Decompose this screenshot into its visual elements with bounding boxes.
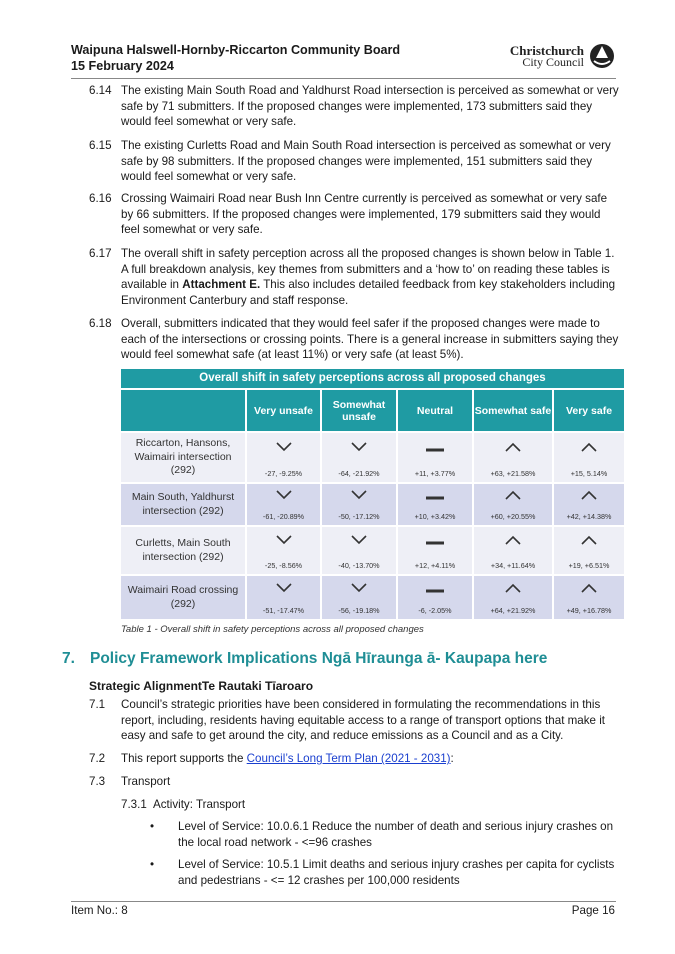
table-row: [121, 431, 624, 482]
paragraph-6-15: [89, 138, 619, 185]
dash-icon: [425, 488, 445, 506]
paragraph-text: Activity: Transport: [153, 798, 246, 811]
table-cell: [552, 576, 624, 619]
cell-value: +19, +6.51%: [568, 561, 610, 570]
cell-value: -6, -2.05%: [418, 606, 452, 615]
item-number: Item No.: 8: [71, 904, 128, 917]
attachment-reference: Attachment E.: [182, 278, 261, 291]
paragraph-number: 7.3: [89, 775, 106, 788]
paragraph-text: The existing Curletts Road and Main South Road intersection is perceived as somewhat or very safe by 98 submitters. If the proposed changes were implemented, 151 submitters said they would feel somewhat or very safe.: [121, 139, 611, 183]
chevron-up-icon: [504, 440, 522, 458]
chevron-down-icon: [275, 533, 293, 551]
long-term-plan-link[interactable]: Council’s Long Term Plan (2021 - 2031): [246, 752, 451, 765]
paragraph-text: [121, 246, 619, 308]
cell-value: +10, +3.42%: [414, 512, 456, 521]
chevron-down-icon: [350, 533, 368, 551]
paragraph-number: 6.16: [89, 192, 112, 205]
page-number: Page 16: [571, 904, 615, 917]
cell-value: +60, +20.55%: [490, 512, 536, 521]
dash-icon: [425, 581, 445, 599]
table-header-cell: Somewhat unsafe: [320, 390, 396, 431]
cell-value: -50, -17.12%: [338, 512, 380, 521]
table-cell: [245, 484, 320, 525]
cell-value: +64, +21.92%: [490, 606, 536, 615]
section-heading: [62, 650, 547, 668]
section-number: 7.: [62, 650, 75, 667]
council-emblem-icon: [588, 42, 616, 70]
header-rule: [71, 78, 616, 79]
table-header-cell: Somewhat safe: [472, 390, 552, 431]
cell-value: +12, +4.11%: [414, 561, 456, 570]
table-header-cell: Very unsafe: [245, 390, 320, 431]
footer-rule: [71, 901, 616, 902]
dash-icon: [425, 440, 445, 458]
paragraph-6-18: [89, 316, 619, 363]
table-cell: [552, 484, 624, 525]
table-row: [121, 482, 624, 525]
chevron-down-icon: [275, 440, 293, 458]
table-cell: [472, 527, 552, 574]
paragraph-number: 7.3.1: [121, 798, 147, 811]
cell-value: -61, -20.89%: [262, 512, 305, 521]
cell-value: -27, -9.25%: [264, 469, 303, 478]
row-label: Riccarton, Hansons, Waimairi intersection (292): [134, 437, 232, 477]
bullet-icon: •: [150, 820, 155, 833]
chevron-up-icon: [580, 581, 598, 599]
bullet-text: Level of Service: 10.5.1 Limit deaths and serious injury crashes per capita for cyclists and pedestrians - <= 12 crashes per 100,000 residents: [178, 858, 615, 887]
chevron-down-icon: [275, 581, 293, 599]
bullet-text: Level of Service: 10.0.6.1 Reduce the number of death and serious injury crashes on the local road network - <=96 crashes: [178, 820, 614, 849]
paragraph-number: 6.14: [89, 84, 112, 97]
cell-value: +49, +16.78%: [566, 606, 612, 615]
cell-value: -25, -8.56%: [264, 561, 303, 570]
table-cell: [396, 484, 472, 525]
table-row: [121, 525, 624, 574]
table-header-row: [121, 388, 624, 431]
text-part: This report supports the: [121, 752, 247, 765]
cell-value: -64, -21.92%: [338, 469, 380, 478]
paragraph-7-3: [89, 774, 619, 790]
cell-value: +42, +14.38%: [566, 512, 612, 521]
paragraph-7-3-1: [121, 797, 611, 813]
paragraph-number: 6.18: [89, 317, 112, 330]
council-logo: [504, 42, 616, 72]
table-header-cell: Very safe: [552, 390, 624, 431]
text-part: This also includes detailed feedback from key stakeholders including Environment Canterbury and staff response.: [121, 278, 616, 307]
paragraph-text: Overall, submitters indicated that they would feel safer if the proposed changes were made to each of the intersections or crossing points. There is a general increase in submitters saying they would feel somewhat safe (at least 11%) or very safe (at least 5%).: [121, 317, 619, 361]
table-title: Overall shift in safety perceptions across all proposed changes: [121, 369, 624, 388]
table-cell: [552, 527, 624, 574]
bullet-item: [150, 857, 618, 888]
safety-perception-table: [121, 369, 624, 619]
paragraph-text: [121, 751, 619, 767]
chevron-down-icon: [275, 488, 293, 506]
cell-value: -51, -17.47%: [262, 606, 305, 615]
table-cell: [396, 527, 472, 574]
chevron-up-icon: [504, 533, 522, 551]
paragraph-text: The existing Main South Road and Yaldhurst Road intersection is perceived as somewhat or very safe by 71 submitters. If the proposed changes were implemented, 173 submitters said they would feel somewhat or very safe.: [121, 84, 619, 128]
table-cell: [396, 576, 472, 619]
subheading: Strategic AlignmentTe Rautaki Tīaroaro: [89, 679, 314, 693]
table-cell: [320, 433, 396, 482]
cell-value: +15, 5.14%: [570, 469, 608, 478]
chevron-up-icon: [580, 440, 598, 458]
row-label: Waimairi Road crossing (292): [127, 584, 239, 610]
table-cell: [245, 433, 320, 482]
table-row: [121, 574, 624, 619]
logo-line-1: Christchurch: [509, 43, 584, 58]
row-label: Curletts, Main South intersection (292): [135, 537, 231, 563]
chevron-down-icon: [350, 581, 368, 599]
paragraph-6-16: [89, 191, 619, 238]
paragraph-7-1: [89, 697, 619, 744]
cell-value: +11, +3.77%: [414, 469, 456, 478]
cell-value: -56, -19.18%: [338, 606, 380, 615]
page-header: [71, 42, 616, 78]
chevron-down-icon: [350, 440, 368, 458]
paragraph-number: 7.2: [89, 752, 106, 765]
table-body: [121, 431, 624, 619]
chevron-up-icon: [580, 488, 598, 506]
table-cell: [320, 484, 396, 525]
paragraph-text: Transport: [121, 775, 171, 788]
chevron-up-icon: [580, 533, 598, 551]
chevron-down-icon: [350, 488, 368, 506]
table-cell: [396, 433, 472, 482]
paragraph-7-2: [89, 751, 619, 767]
table-header-cell: Neutral: [396, 390, 472, 431]
text-part: The overall shift in safety perception across all the proposed changes is shown below in Table 1. A full breakdown analysis, key themes from submitters and a ‘how to’ on reading these tables is available in: [121, 247, 615, 291]
table-cell: [552, 433, 624, 482]
dash-icon: [425, 533, 445, 551]
cell-value: +63, +21.58%: [490, 469, 536, 478]
bullet-item: [150, 819, 618, 850]
paragraph-number: 6.15: [89, 139, 112, 152]
table-cell: [245, 527, 320, 574]
cell-value: +34, +11.64%: [490, 561, 536, 570]
paragraph-number: 6.17: [89, 247, 112, 260]
paragraph-6-17: [89, 246, 619, 308]
paragraph-number: 7.1: [89, 698, 106, 711]
table-cell: [472, 484, 552, 525]
table-header-blank: [121, 390, 245, 431]
table-cell: [245, 576, 320, 619]
chevron-up-icon: [504, 488, 522, 506]
table-cell: [472, 433, 552, 482]
section-title: Policy Framework Implications Ngā Hīraunga ā- Kaupapa here: [90, 650, 548, 667]
paragraph-text: Crossing Waimairi Road near Bush Inn Centre currently is perceived as somewhat or very safe by 66 submitters. If the proposed changes were implemented, 179 submitters said they would feel somewhat or very safe.: [121, 192, 608, 236]
table-cell: [320, 576, 396, 619]
paragraph-6-14: [89, 83, 619, 130]
logo-line-2: City Council: [522, 55, 584, 69]
row-label: Main South, Yaldhurst intersection (292): [131, 491, 235, 517]
text-part: :: [450, 752, 454, 765]
bullet-icon: •: [150, 858, 155, 871]
table-cell: [320, 527, 396, 574]
paragraph-text: Council’s strategic priorities have been considered in formulating the recommendations in this report, including, residents having equitable access to a range of transport options that make it easy and safe to get around the city, and reduce emissions as a Council and as a City.: [121, 698, 605, 742]
meeting-date: 15 February 2024: [71, 59, 174, 73]
table-cell: [472, 576, 552, 619]
chevron-up-icon: [504, 581, 522, 599]
cell-value: -40, -13.70%: [338, 561, 380, 570]
table-caption: Table 1 - Overall shift in safety perceptions across all proposed changes: [121, 624, 424, 635]
board-name: Waipuna Halswell-Hornby-Riccarton Community Board: [71, 43, 401, 57]
